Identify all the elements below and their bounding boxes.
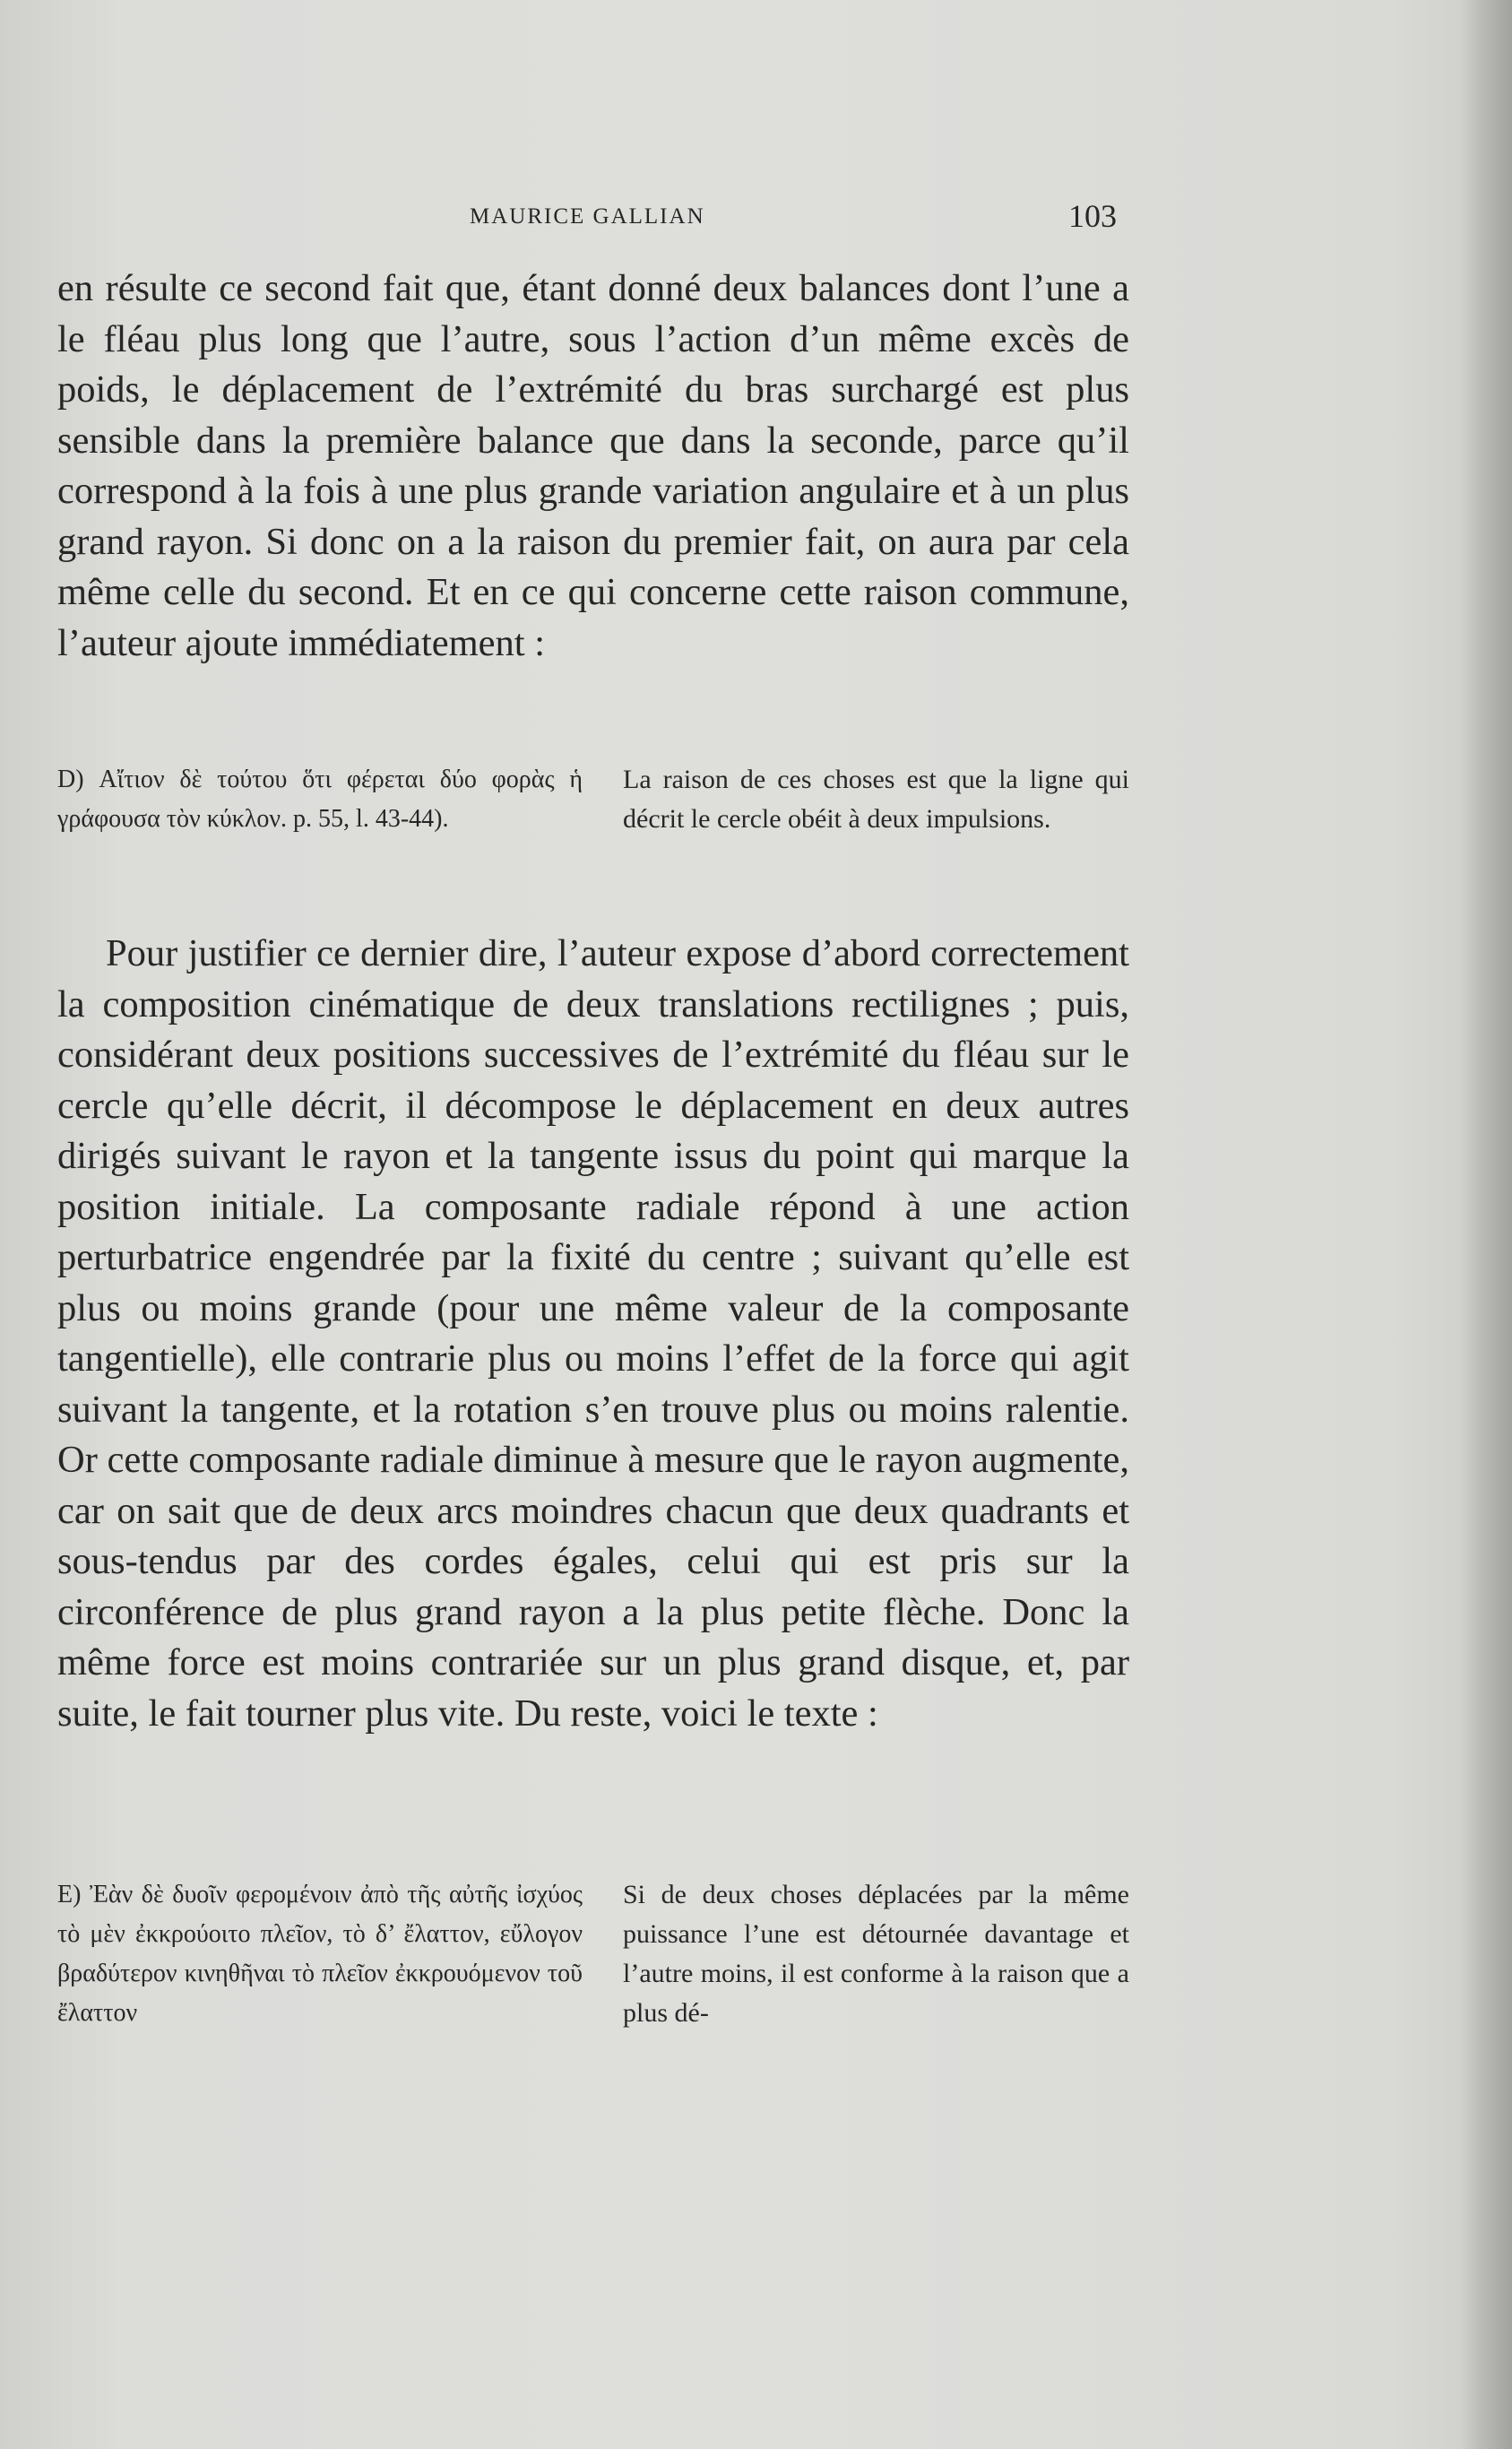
page-header [57, 198, 1133, 238]
translation-d: La raison de ces choses est que la ligne qui décrit le cercle obéit à deux impulsions. [623, 765, 1129, 834]
quotation-e [57, 1875, 1129, 2033]
running-head: MAURICE GALLIAN [470, 204, 705, 229]
quotation-d [57, 760, 1129, 839]
page-number: 103 [1068, 198, 1117, 234]
page-edge-shadow [1460, 0, 1512, 2449]
greek-text-d: D) Αἴτιον δὲ τούτου ὅτι φέρεται δύο φορὰς ἡ γράφουσα τὸν κύκλον. p. 55, l. 43-44). [57, 766, 583, 833]
translation-e: Si de deux choses déplacées par la même puissance l’une est détournée davantage et l’autre moins, il est conforme à la raison que a plus dé- [623, 1880, 1129, 2028]
body-paragraph-1: en résulte ce second fait que, étant donné deux balances dont l’une a le fléau plus long que l’autre, sous l’action d’un même excès de poids, le déplacement de l’extrémité du bras surchargé est plus sensible dans la première balance que dans la seconde, parce qu’il correspond à la fois à une plus grande variation angulaire et à un plus grand rayon. Si donc on a la raison du premier fait, on aura par cela même celle du second. Et en ce qui concerne cette raison commune, l’auteur ajoute immédiatement : [57, 267, 1129, 664]
greek-text-e: E) Ἐὰν δὲ δυοῖν φερομένοιν ἀπὸ τῆς αὐτῆς ἰσχύος τὸ μὲν ἐκκρούοιτο πλεῖον, τὸ δ’ ἔλαττον, εὔλογον βραδύτερον κινηθῆναι τὸ πλεῖον ἐκκρουόμενον τοῦ ἔλαττον [57, 1881, 583, 2027]
body-paragraph-2: Pour justifier ce dernier dire, l’auteur expose d’abord correctement la composition cinématique de deux translations rectilignes ; puis, considérant deux positions successives de l’extrémité du fléau sur le cercle qu’elle décrit, il décompose le déplacement en deux autres dirigés suivant le rayon et la tangente issus du point qui marque la position initiale. La composante radiale répond à une action perturbatrice engendrée par la fixité du centre ; suivant qu’elle est plus ou moins grande (pour une même valeur de la composante tangentielle), elle contrarie plus ou moins l’effet de la force qui agit suivant la tangente, et la rotation s’en trouve plus ou moins ralentie. Or cette composante radiale diminue à mesure que le rayon augmente, car on sait que de deux arcs moindres chacun que deux quadrants et sous-tendus par des cordes égales, celui qui est pris sur la circonférence de plus grand rayon a la plus petite flèche. Donc la même force est moins contrariée sur un plus grand disque, et, par suite, le fait tourner plus vite. Du reste, voici le texte : [57, 932, 1129, 1735]
